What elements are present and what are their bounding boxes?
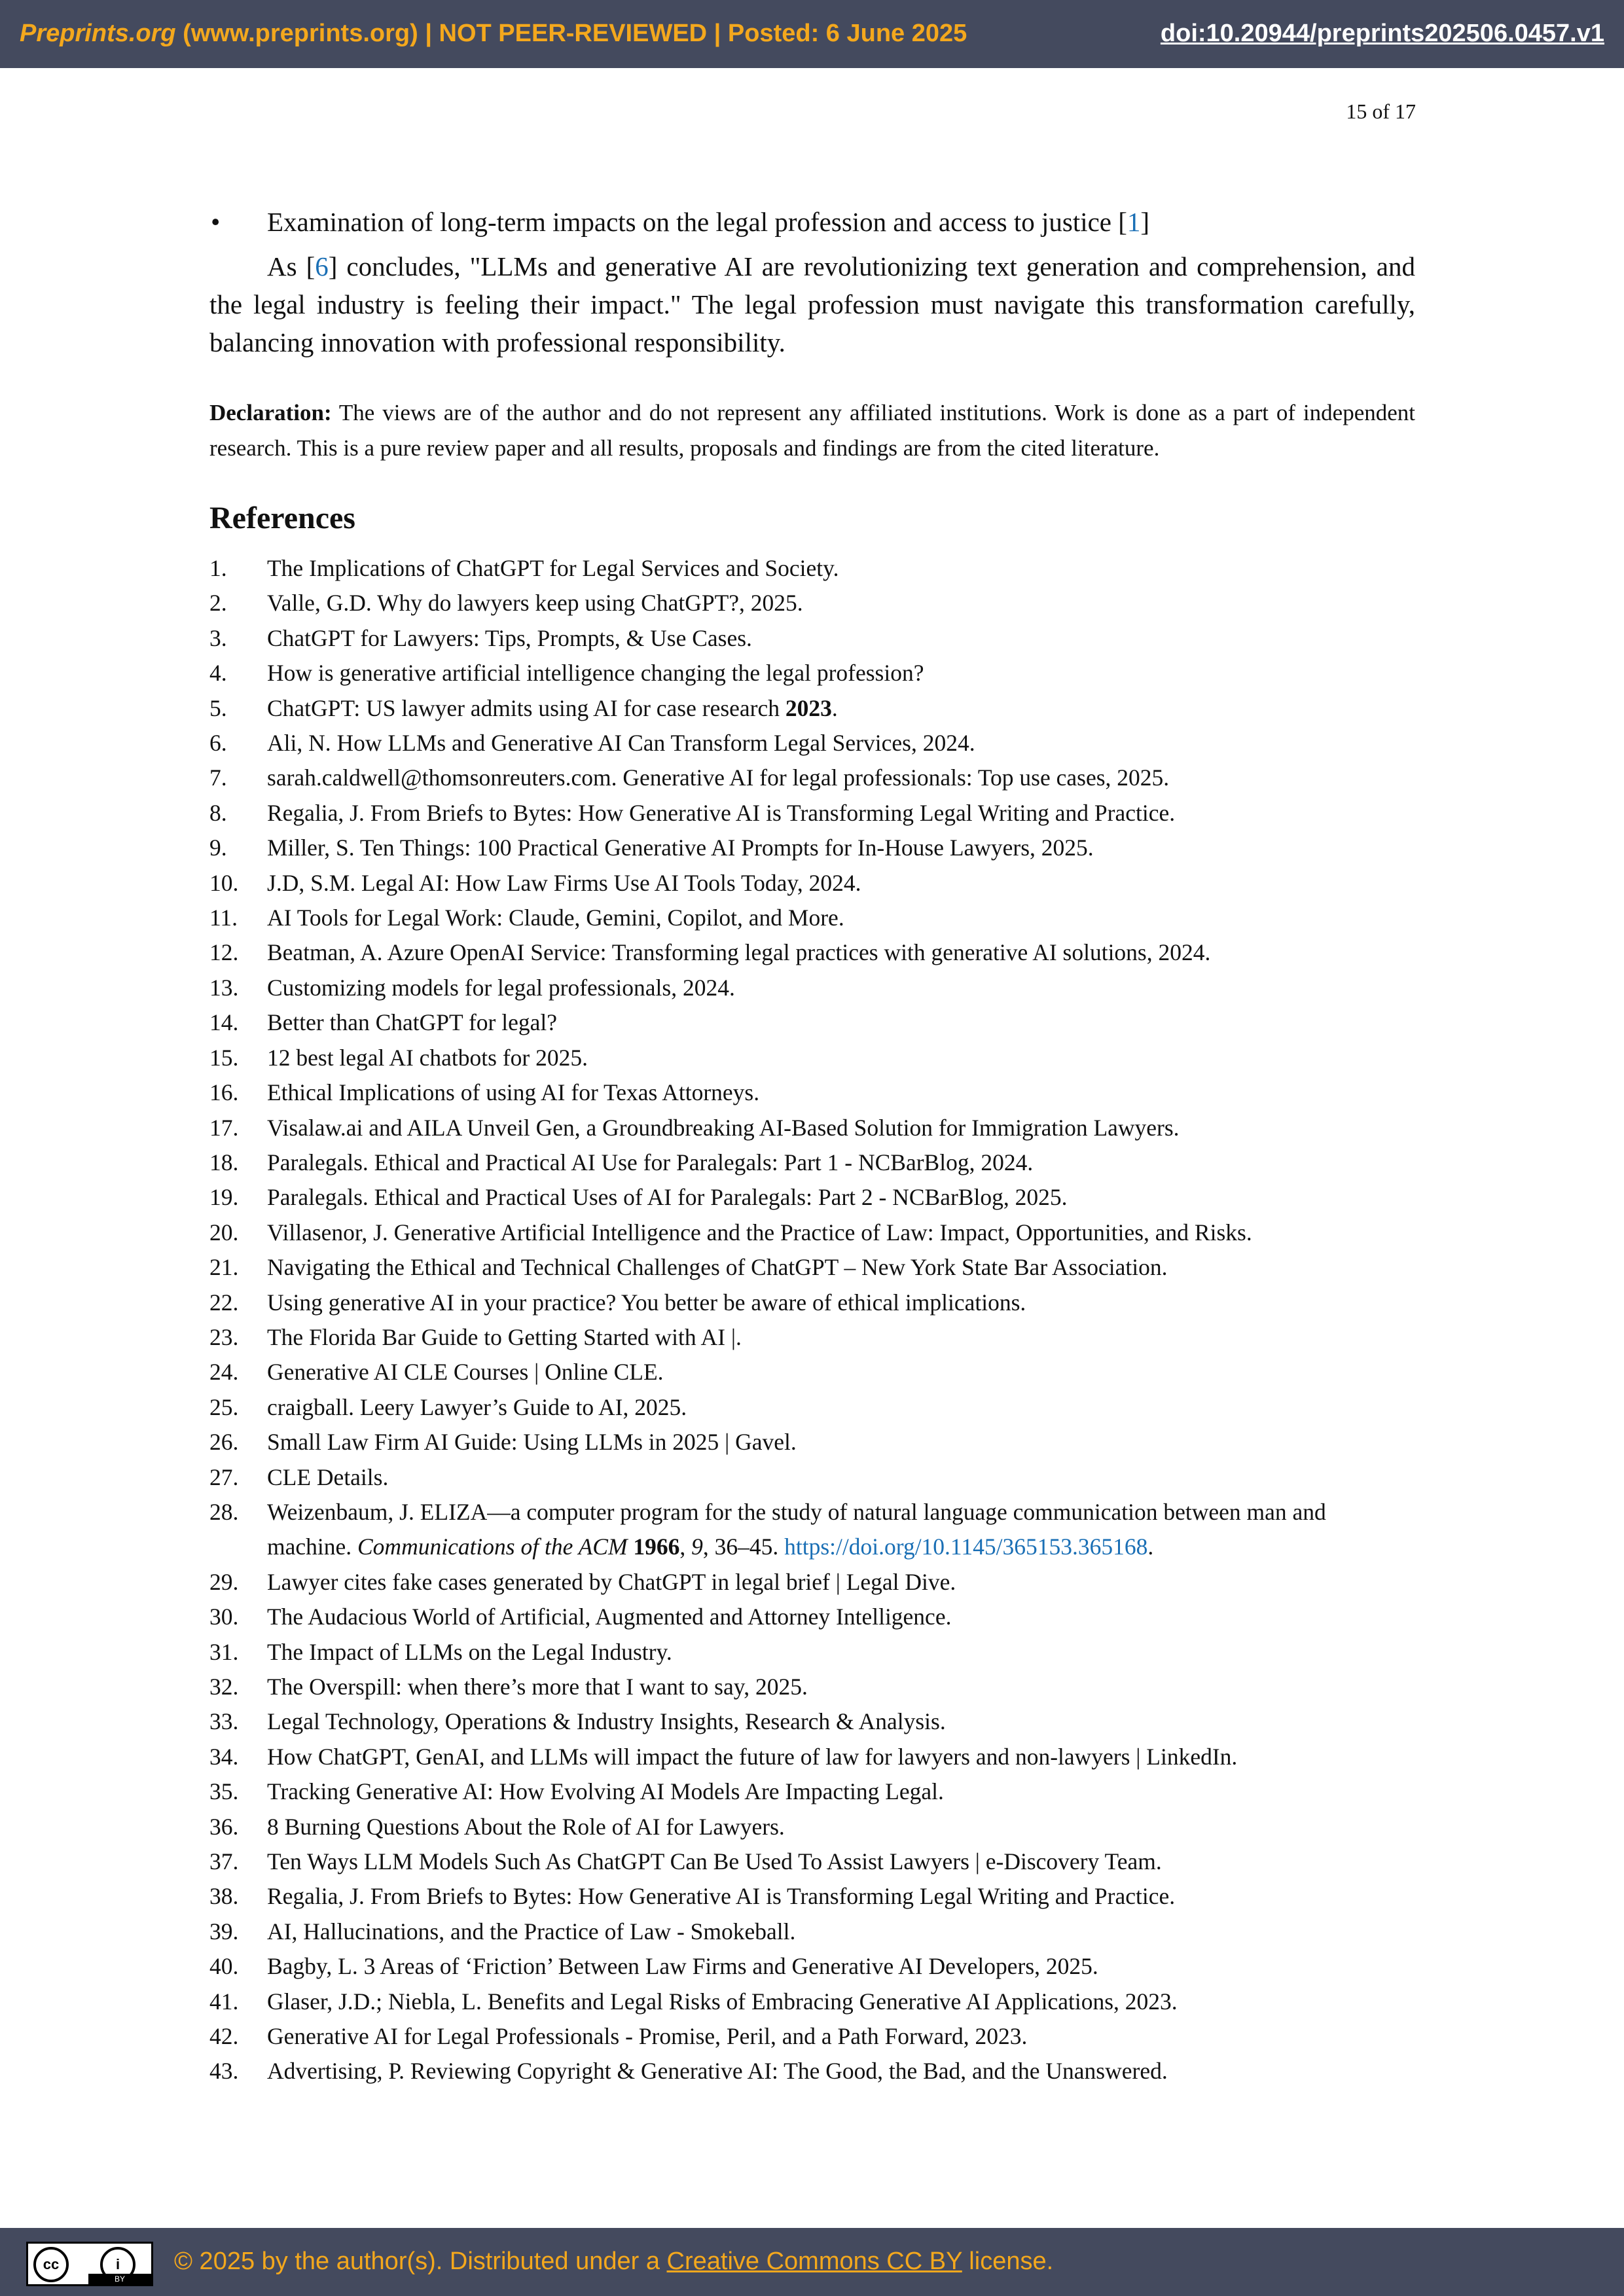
reference-item	[209, 1704, 1415, 1739]
reference-text: 8 Burning Questions About the Role of AI for Lawyers.	[267, 1813, 785, 1840]
reference-text: The Implications of ChatGPT for Legal Services and Society.	[267, 555, 839, 581]
reference-text: craigball. Leery Lawyer’s Guide to AI, 2025.	[267, 1393, 687, 1420]
reference-item	[209, 621, 1415, 656]
reference-number: 31.	[209, 1638, 239, 1665]
reference-number: 24.	[209, 1359, 239, 1386]
volume: 9	[691, 1534, 703, 1560]
reference-text: , 36–45.	[702, 1534, 785, 1560]
reference-number: 25.	[209, 1393, 239, 1420]
bullet-text: Examination of long-term impacts on the legal profession and access to justice [	[267, 207, 1127, 237]
reference-number: 14.	[209, 1009, 239, 1036]
license-footer	[0, 2228, 1624, 2296]
reference-item	[209, 1285, 1415, 1320]
page-number: 15 of 17	[1346, 99, 1416, 123]
reference-text: AI Tools for Legal Work: Claude, Gemini, Copilot, and More.	[267, 905, 844, 931]
reference-text: Beatman, A. Azure OpenAI Service: Transforming legal practices with generative AI solutions, 2024.	[267, 939, 1211, 966]
reference-item	[209, 1425, 1415, 1460]
reference-item	[209, 935, 1415, 970]
reference-text: How is generative artificial intelligence changing the legal profession?	[267, 660, 924, 687]
reference-text: Villasenor, J. Generative Artificial Intelligence and the Practice of Law: Impact, Opportunities, and Risks.	[267, 1219, 1252, 1246]
reference-number: 3.	[209, 624, 227, 651]
reference-number: 15.	[209, 1044, 239, 1071]
reference-item	[209, 1740, 1415, 1774]
paragraph-text: As [	[267, 251, 316, 281]
declaration-text: The views are of the author and do not represent any affiliated institutions. Work is done as a part of independent research. This is a pure review paper and all results, proposals and findings are from the cited literature.	[209, 400, 1415, 461]
reference-number: 20.	[209, 1219, 239, 1246]
reference-text: Customizing models for legal professionals, 2024.	[267, 974, 735, 1001]
reference-number: 2.	[209, 590, 227, 617]
by-label: BY	[88, 2274, 151, 2284]
reference-text: Tracking Generative AI: How Evolving AI Models Are Impacting Legal.	[267, 1778, 944, 1805]
reference-item	[209, 1844, 1415, 1879]
site-name[interactable]: Preprints.org	[20, 20, 176, 47]
reference-text: Ali, N. How LLMs and Generative AI Can Transform Legal Services, 2024.	[267, 730, 975, 757]
reference-item	[209, 1041, 1415, 1075]
reference-number: 40.	[209, 1953, 239, 1980]
reference-number: 5.	[209, 694, 227, 721]
reference-text: .	[1147, 1534, 1154, 1560]
separator: |	[418, 20, 439, 47]
reference-item	[209, 1005, 1415, 1040]
reference-text: ,	[679, 1534, 692, 1560]
declaration	[209, 395, 1415, 466]
reference-number: 17.	[209, 1114, 239, 1141]
reference-item	[209, 1879, 1415, 1914]
reference-number: 35.	[209, 1778, 239, 1805]
reference-text: Small Law Firm AI Guide: Using LLMs in 2025 | Gavel.	[267, 1429, 797, 1456]
reference-item	[209, 2019, 1415, 2054]
reference-item	[209, 1949, 1415, 1984]
doi-link[interactable]: https://doi.org/10.1145/365153.365168	[784, 1534, 1148, 1560]
preprint-header-bar	[0, 0, 1624, 68]
reference-number: 18.	[209, 1149, 239, 1175]
doi-link[interactable]: doi:10.20944/preprints202506.0457.v1	[1160, 20, 1604, 47]
reference-text: AI, Hallucinations, and the Practice of Law - Smokeball.	[267, 1918, 796, 1945]
reference-text: Legal Technology, Operations & Industry Insights, Research & Analysis.	[267, 1708, 946, 1735]
declaration-label: Declaration:	[209, 400, 332, 425]
posted-date: Posted: 6 June 2025	[727, 20, 967, 47]
reference-text: Lawyer cites fake cases generated by ChatGPT in legal brief | Legal Dive.	[267, 1568, 956, 1595]
reference-item	[209, 1984, 1415, 2019]
site-url[interactable]: (www.preprints.org)	[175, 20, 418, 47]
reference-number: 43.	[209, 2058, 239, 2085]
reference-list	[209, 551, 1415, 2089]
reference-number: 37.	[209, 1848, 239, 1875]
reference-item	[209, 1635, 1415, 1670]
bullet-dot: •	[211, 207, 221, 237]
reference-text: Paralegals. Ethical and Practical Uses of AI for Paralegals: Part 2 - NCBarBlog, 2025.	[267, 1184, 1068, 1211]
reference-item	[209, 1180, 1415, 1215]
reference-text: Ten Ways LLM Models Such As ChatGPT Can Be Used To Assist Lawyers | e-Discovery Team.	[267, 1848, 1162, 1875]
reference-text: Valle, G.D. Why do lawyers keep using ChatGPT?, 2025.	[267, 590, 803, 617]
cc-icon: cc	[33, 2247, 69, 2282]
reference-number: 23.	[209, 1323, 239, 1350]
reference-item	[209, 971, 1415, 1005]
reference-item	[209, 1565, 1415, 1600]
reference-number: 11.	[209, 905, 238, 931]
reference-item	[209, 1355, 1415, 1390]
reference-number: 21.	[209, 1254, 239, 1281]
reference-item	[209, 656, 1415, 691]
reference-text: Navigating the Ethical and Technical Challenges of ChatGPT – New York State Bar Association.	[267, 1254, 1168, 1281]
attribution-icon: i	[100, 2247, 135, 2282]
reference-text: Advertising, P. Reviewing Copyright & Generative AI: The Good, the Bad, and the Unanswered.	[267, 2058, 1168, 2085]
citation-link[interactable]: 6	[315, 251, 329, 281]
reference-text: Bagby, L. 3 Areas of ‘Friction’ Between Law Firms and Generative AI Developers, 2025.	[267, 1953, 1098, 1980]
reference-item	[209, 901, 1415, 935]
reference-text: Weizenbaum, J. ELIZA—a computer program for the study of natural language communication between man and machine.	[267, 1498, 1326, 1560]
reference-item	[209, 1145, 1415, 1180]
reference-item	[209, 1320, 1415, 1355]
reference-number: 42.	[209, 2023, 239, 2050]
cc-by-badge[interactable]	[26, 2242, 153, 2286]
reference-number: 36.	[209, 1813, 239, 1840]
reference-item	[209, 761, 1415, 795]
reference-text: Paralegals. Ethical and Practical AI Use for Paralegals: Part 1 - NCBarBlog, 2024.	[267, 1149, 1034, 1175]
reference-item	[209, 1495, 1415, 1565]
references-heading: References	[209, 501, 355, 535]
page-content	[209, 203, 1415, 2089]
reference-number: 6.	[209, 730, 227, 757]
reference-text: Generative AI for Legal Professionals - Promise, Peril, and a Path Forward, 2023.	[267, 2023, 1028, 2050]
reference-number: 16.	[209, 1079, 239, 1106]
reference-number: 7.	[209, 764, 227, 791]
bullet-item	[209, 203, 1415, 241]
reference-number: 39.	[209, 1918, 239, 1945]
reference-text: 12 best legal AI chatbots for 2025.	[267, 1044, 588, 1071]
reference-year: 1966	[627, 1534, 680, 1560]
reference-number: 9.	[209, 834, 227, 861]
reference-item	[209, 1390, 1415, 1425]
license-prefix: © 2025 by the author(s). Distributed under a	[174, 2248, 667, 2275]
reference-text: Visalaw.ai and AILA Unveil Gen, a Groundbreaking AI-Based Solution for Immigration Lawyers.	[267, 1114, 1180, 1141]
reference-text: Generative AI CLE Courses | Online CLE.	[267, 1359, 664, 1386]
reference-text: ChatGPT for Lawyers: Tips, Prompts, & Use Cases.	[267, 624, 752, 651]
reference-number: 32.	[209, 1674, 239, 1700]
reference-number: 4.	[209, 660, 227, 687]
reference-number: 10.	[209, 869, 239, 896]
reference-text: Regalia, J. From Briefs to Bytes: How Generative AI is Transforming Legal Writing and Practice.	[267, 799, 1176, 826]
reference-item	[209, 1600, 1415, 1634]
citation-link[interactable]: 1	[1127, 207, 1141, 237]
reference-text: Glaser, J.D.; Niebla, L. Benefits and Legal Risks of Embracing Generative AI Applications, 2023.	[267, 1988, 1178, 2015]
reference-item	[209, 1460, 1415, 1495]
reference-number: 12.	[209, 939, 239, 966]
reference-number: 13.	[209, 974, 239, 1001]
header-info	[20, 20, 967, 48]
reference-number: 19.	[209, 1184, 239, 1211]
reference-number: 28.	[209, 1498, 239, 1525]
bullet-close: ]	[1140, 207, 1150, 237]
reference-item	[209, 1774, 1415, 1809]
paragraph-text: ] concludes, "LLMs and generative AI are revolutionizing text generation and comprehension, and the legal industry is feeling their impact." The legal profession must navigate this transformation carefully, balancing innovation with professional responsibility.	[209, 251, 1416, 357]
review-status: NOT PEER-REVIEWED	[439, 20, 708, 47]
reference-item	[209, 1075, 1415, 1110]
license-link[interactable]: Creative Commons CC BY	[666, 2248, 962, 2275]
reference-text: How ChatGPT, GenAI, and LLMs will impact the future of law for lawyers and non-lawyers | LinkedIn.	[267, 1743, 1238, 1770]
reference-text: Regalia, J. From Briefs to Bytes: How Generative AI is Transforming Legal Writing and Practice.	[267, 1883, 1176, 1910]
reference-number: 22.	[209, 1289, 239, 1316]
reference-number: 30.	[209, 1604, 239, 1630]
reference-number: 26.	[209, 1429, 239, 1456]
journal-name: Communications of the ACM	[357, 1534, 628, 1560]
reference-text: The Impact of LLMs on the Legal Industry.	[267, 1638, 672, 1665]
reference-item	[209, 1670, 1415, 1704]
reference-text: Miller, S. Ten Things: 100 Practical Generative AI Prompts for In-House Lawyers, 2025.	[267, 834, 1094, 861]
reference-number: 29.	[209, 1568, 239, 1595]
reference-item	[209, 1914, 1415, 1949]
reference-item	[209, 831, 1415, 865]
reference-number: 27.	[209, 1463, 239, 1490]
reference-text: The Overspill: when there’s more that I want to say, 2025.	[267, 1674, 808, 1700]
reference-item	[209, 866, 1415, 901]
license-text	[174, 2248, 1053, 2276]
reference-text: Using generative AI in your practice? You better be aware of ethical implications.	[267, 1289, 1026, 1316]
conclusion-paragraph	[209, 247, 1415, 361]
reference-text: ChatGPT: US lawyer admits using AI for case research	[267, 694, 785, 721]
reference-text: The Florida Bar Guide to Getting Started with AI |.	[267, 1323, 742, 1350]
reference-number: 34.	[209, 1743, 239, 1770]
license-suffix: license.	[962, 2248, 1054, 2275]
reference-item	[209, 1250, 1415, 1285]
reference-text: CLE Details.	[267, 1463, 389, 1490]
reference-item	[209, 2054, 1415, 2089]
reference-item	[209, 1810, 1415, 1844]
reference-item	[209, 691, 1415, 726]
reference-item	[209, 551, 1415, 586]
reference-number: 33.	[209, 1708, 239, 1735]
reference-item	[209, 1215, 1415, 1250]
reference-number: 41.	[209, 1988, 239, 2015]
reference-text: J.D, S.M. Legal AI: How Law Firms Use AI Tools Today, 2024.	[267, 869, 861, 896]
reference-item	[209, 726, 1415, 761]
reference-item	[209, 796, 1415, 831]
separator: |	[707, 20, 728, 47]
reference-text: The Audacious World of Artificial, Augmented and Attorney Intelligence.	[267, 1604, 952, 1630]
reference-item	[209, 1111, 1415, 1145]
reference-number: 1.	[209, 555, 227, 581]
reference-text: sarah.caldwell@thomsonreuters.com. Generative AI for legal professionals: Top use cases, 2025.	[267, 764, 1170, 791]
reference-text: Ethical Implications of using AI for Texas Attorneys.	[267, 1079, 760, 1106]
reference-number: 8.	[209, 799, 227, 826]
reference-item	[209, 586, 1415, 620]
reference-text: .	[831, 694, 838, 721]
reference-text: Better than ChatGPT for legal?	[267, 1009, 557, 1036]
reference-number: 38.	[209, 1883, 239, 1910]
reference-year: 2023	[785, 694, 832, 721]
